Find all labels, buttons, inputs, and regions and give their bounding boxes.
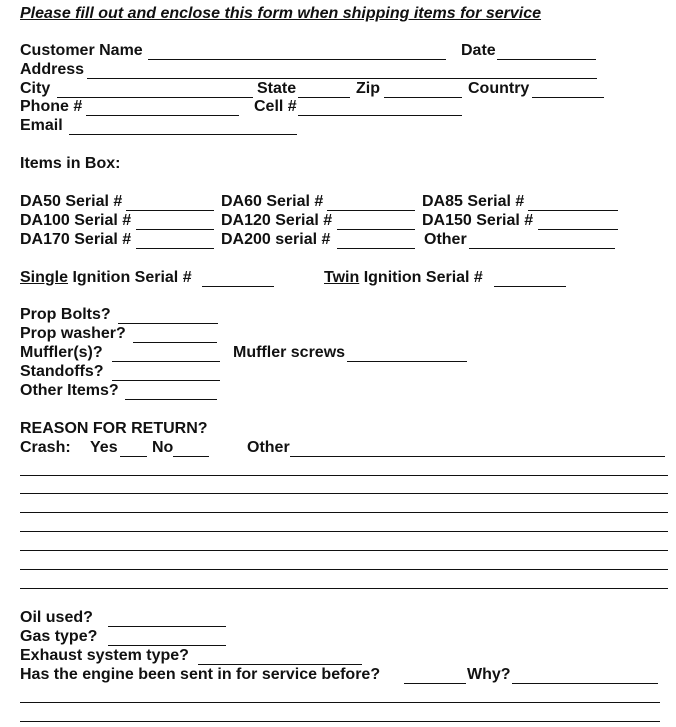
da85-serial-field[interactable]	[528, 210, 618, 211]
zip-label: Zip	[356, 80, 380, 97]
single-word: Single	[20, 269, 69, 286]
da120-serial-label: DA120 Serial #	[221, 212, 333, 229]
reason-heading: REASON FOR RETURN?	[20, 420, 208, 437]
previous-service-label: Has the engine been sent in for service before?	[20, 666, 381, 683]
other-serial-label: Other	[424, 231, 467, 248]
city-field[interactable]	[57, 97, 253, 98]
why-line[interactable]	[20, 702, 660, 703]
why-label: Why?	[467, 666, 511, 683]
single-ignition-field[interactable]	[202, 286, 274, 287]
standoffs-field[interactable]	[112, 380, 220, 381]
customer-name-label: Customer Name	[20, 42, 143, 59]
previous-service-field[interactable]	[404, 683, 466, 684]
prop-washer-field[interactable]	[133, 342, 217, 343]
single-ignition-rest: Ignition Serial #	[68, 269, 192, 286]
reason-other-label: Other	[247, 439, 290, 456]
single-ignition-label	[20, 269, 192, 287]
prop-bolts-field[interactable]	[118, 323, 218, 324]
address-field[interactable]	[87, 78, 597, 79]
da100-serial-label: DA100 Serial #	[20, 212, 132, 229]
phone-field[interactable]	[86, 115, 239, 116]
oil-field[interactable]	[108, 626, 226, 627]
reason-line[interactable]	[20, 531, 668, 532]
exhaust-field[interactable]	[198, 664, 362, 665]
prop-bolts-label: Prop Bolts?	[20, 306, 111, 323]
da120-serial-field[interactable]	[337, 229, 415, 230]
reason-line[interactable]	[20, 475, 668, 476]
oil-label: Oil used?	[20, 609, 93, 626]
reason-line[interactable]	[20, 588, 668, 589]
da60-serial-label: DA60 Serial #	[221, 193, 324, 210]
da50-serial-field[interactable]	[126, 210, 214, 211]
da200-serial-field[interactable]	[337, 248, 415, 249]
reason-line[interactable]	[20, 493, 668, 494]
other-items-label: Other Items?	[20, 382, 119, 399]
exhaust-label: Exhaust system type?	[20, 647, 189, 664]
muffler-screws-field[interactable]	[347, 361, 467, 362]
crash-label: Crash:	[20, 439, 71, 456]
twin-ignition-field[interactable]	[494, 286, 566, 287]
other-serial-field[interactable]	[469, 248, 615, 249]
da200-serial-label: DA200 serial #	[221, 231, 331, 248]
date-label: Date	[461, 42, 496, 59]
twin-ignition-label	[324, 269, 483, 287]
gas-field[interactable]	[108, 645, 226, 646]
crash-no-field[interactable]	[173, 456, 209, 457]
da100-serial-field[interactable]	[136, 229, 214, 230]
email-field[interactable]	[69, 134, 297, 135]
form-instruction: Please fill out and enclose this form when shipping items for service	[20, 5, 542, 22]
crash-yes-label: Yes	[90, 439, 118, 456]
address-label: Address	[20, 61, 85, 78]
da50-serial-label: DA50 Serial #	[20, 193, 123, 210]
muffler-screws-label: Muffler screws	[233, 344, 346, 361]
twin-word: Twin	[324, 269, 360, 286]
date-field[interactable]	[497, 59, 596, 60]
zip-field[interactable]	[384, 97, 462, 98]
da85-serial-label: DA85 Serial #	[422, 193, 525, 210]
why-field[interactable]	[512, 683, 658, 684]
reason-line[interactable]	[20, 512, 668, 513]
items-heading: Items in Box:	[20, 155, 121, 172]
phone-label: Phone #	[20, 98, 83, 115]
reason-line[interactable]	[20, 550, 668, 551]
state-field[interactable]	[298, 97, 350, 98]
standoffs-label: Standoffs?	[20, 363, 104, 380]
country-field[interactable]	[532, 97, 604, 98]
customer-name-field[interactable]	[148, 59, 446, 60]
da150-serial-label: DA150 Serial #	[422, 212, 534, 229]
twin-ignition-rest: Ignition Serial #	[359, 269, 483, 286]
prop-washer-label: Prop washer?	[20, 325, 126, 342]
da60-serial-field[interactable]	[327, 210, 415, 211]
da170-serial-field[interactable]	[136, 248, 214, 249]
cell-label: Cell #	[254, 98, 297, 115]
crash-yes-field[interactable]	[120, 456, 147, 457]
gas-label: Gas type?	[20, 628, 98, 645]
other-items-field[interactable]	[125, 399, 217, 400]
state-label: State	[257, 80, 297, 97]
reason-line[interactable]	[20, 569, 668, 570]
crash-no-label: No	[152, 439, 174, 456]
mufflers-field[interactable]	[112, 361, 220, 362]
email-label: Email	[20, 117, 63, 134]
country-label: Country	[468, 80, 530, 97]
why-line[interactable]	[20, 721, 660, 722]
reason-other-field[interactable]	[290, 456, 665, 457]
city-label: City	[20, 80, 51, 97]
da150-serial-field[interactable]	[538, 229, 618, 230]
da170-serial-label: DA170 Serial #	[20, 231, 132, 248]
mufflers-label: Muffler(s)?	[20, 344, 103, 361]
cell-field[interactable]	[298, 115, 462, 116]
